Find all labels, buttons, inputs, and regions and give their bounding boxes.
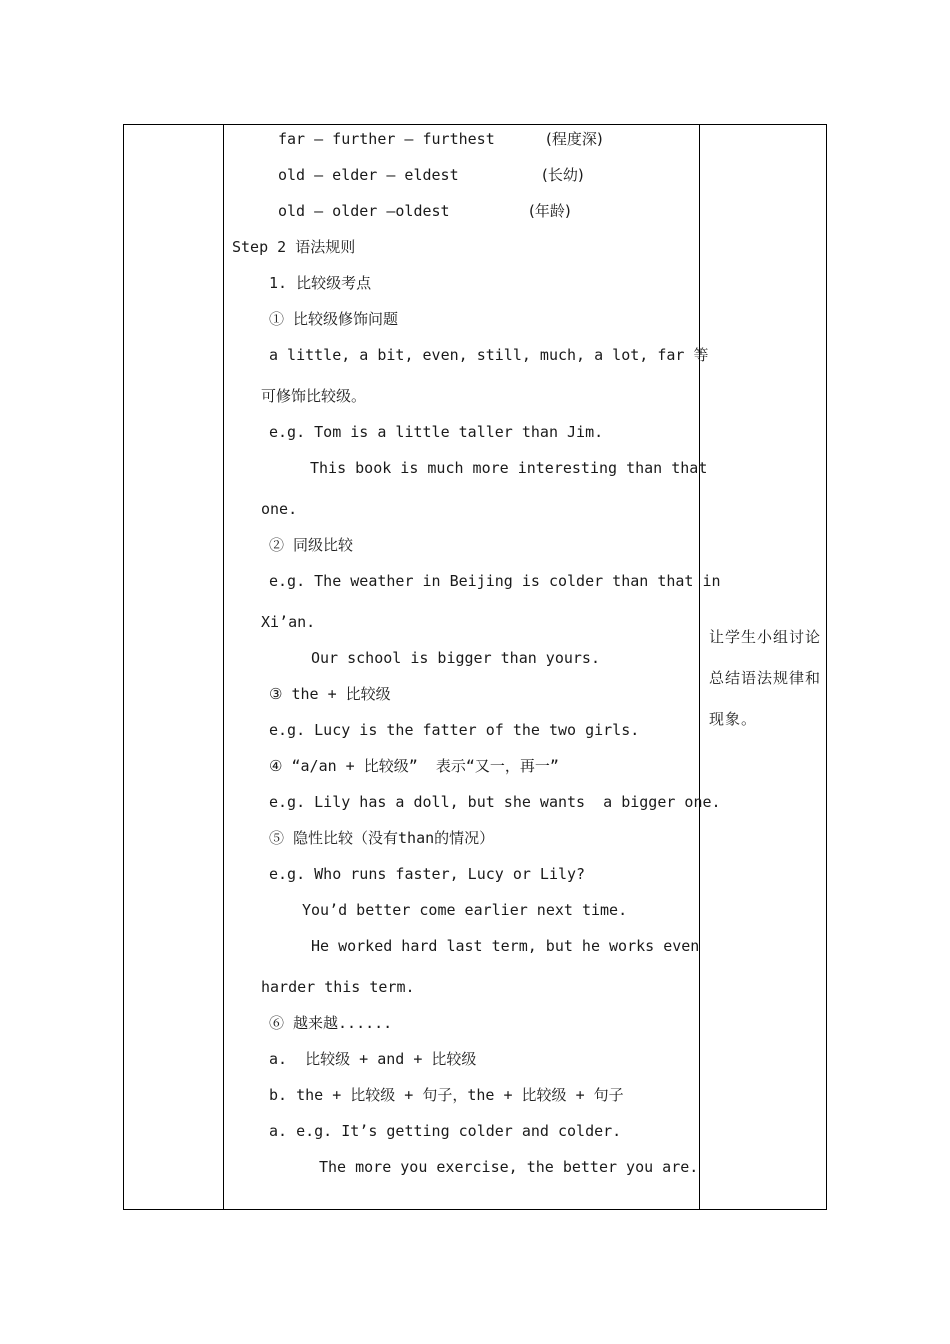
point-heading: ④ “a/an + 比较级” 表示“又一，再一” bbox=[269, 757, 559, 775]
text-line: (长幼) bbox=[542, 166, 584, 184]
example-line: You’d better come earlier next time. bbox=[302, 901, 628, 919]
lesson-table bbox=[123, 124, 827, 1210]
text-line: a little, a bit, even, still, much, a lot, far 等 bbox=[269, 346, 709, 364]
example-line: Xi’an. bbox=[261, 613, 316, 631]
text-line: 1. 比较级考点 bbox=[269, 274, 372, 292]
point-heading: ③ the + 比较级 bbox=[269, 685, 391, 703]
point-heading: ⑥ 越来越...... bbox=[269, 1014, 393, 1032]
text-line: b. the + 比较级 + 句子，the + 比较级 + 句子 bbox=[269, 1086, 624, 1104]
text-line: a. 比较级 + and + 比较级 bbox=[269, 1050, 477, 1068]
text-line: old — elder — eldest bbox=[278, 166, 459, 184]
example-line: a. e.g. It’s getting colder and colder. bbox=[269, 1122, 622, 1140]
column-divider bbox=[223, 125, 224, 1209]
point-heading: ② 同级比较 bbox=[269, 536, 354, 554]
example-line: This book is much more interesting than that bbox=[310, 459, 708, 477]
example-line: Our school is bigger than yours. bbox=[311, 649, 600, 667]
point-heading: ① 比较级修饰问题 bbox=[269, 310, 399, 328]
column-divider bbox=[699, 125, 700, 1209]
example-line: e.g. The weather in Beijing is colder than that in bbox=[269, 572, 721, 590]
text-line: (程度深) bbox=[546, 130, 603, 148]
text-line: old — older —oldest bbox=[278, 202, 450, 220]
text-line: 可修饰比较级。 bbox=[261, 387, 367, 405]
point-heading: ⑤ 隐性比较（没有than的情况） bbox=[269, 829, 495, 847]
example-line: He worked hard last term, but he works even bbox=[311, 937, 700, 955]
example-line: harder this term. bbox=[261, 978, 415, 996]
example-line: e.g. Who runs faster, Lucy or Lily? bbox=[269, 865, 586, 883]
example-line: e.g. Lily has a doll, but she wants a bigger one. bbox=[269, 793, 721, 811]
example-line: e.g. Lucy is the fatter of the two girls. bbox=[269, 721, 640, 739]
text-line: (年龄) bbox=[529, 202, 571, 220]
example-line: The more you exercise, the better you are. bbox=[319, 1158, 699, 1176]
example-line: e.g. Tom is a little taller than Jim. bbox=[269, 423, 604, 441]
teaching-note: 让学生小组讨论总结语法规律和现象。 bbox=[709, 628, 822, 728]
section-heading: Step 2 语法规则 bbox=[232, 238, 356, 256]
text-line: far — further — furthest bbox=[278, 130, 495, 148]
example-line: one. bbox=[261, 500, 298, 518]
